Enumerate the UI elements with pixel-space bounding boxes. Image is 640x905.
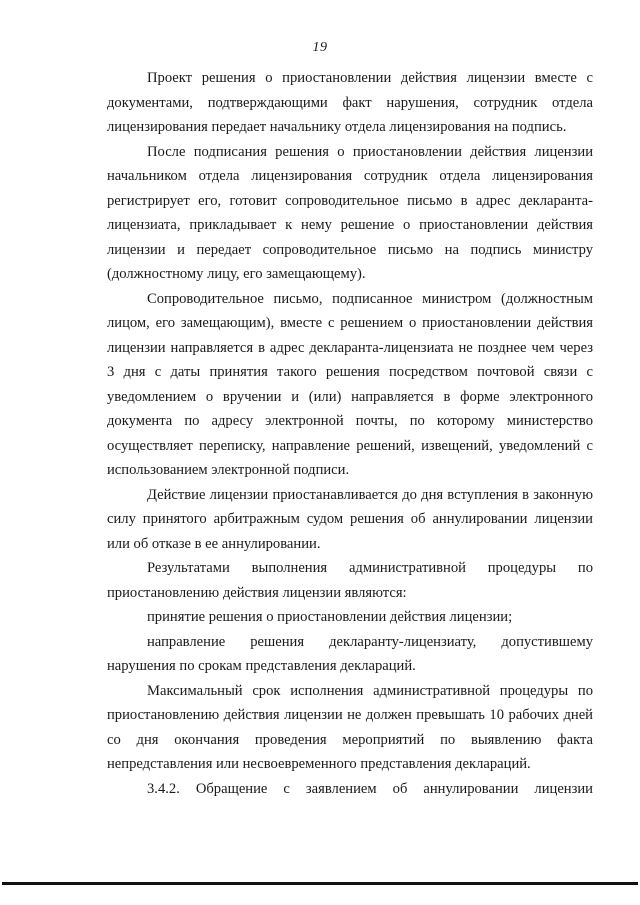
- paragraph-cover-letter-dispatch: Сопроводительное письмо, подписанное министром (должностным лицом, его замещающим), вместе с решением о приостановлении действия лицензии направляется в адрес декларанта-лицензиата не позднее чем через 3 дня с даты принятия такого решения посредством почтовой связи с уведомлением о вручении и (или) направляется в форме электронного документа по адресу электронной почты, по которому министерство осуществляет переписку, направление решений, извещений, уведомлений с использованием электронной подписи.: [107, 290, 593, 478]
- paragraph-registration-cover-letter: После подписания решения о приостановлении действия лицензии начальником отдела лицензирования сотрудник отдела лицензирования регистрирует его, готовит сопроводительное письмо в адрес декларанта-лицензиата, прикладывает к нему решение о приостановлении действия лицензии и передает сопроводительное письмо на подпись министру (должностному лицу, его замещающему).: [107, 143, 593, 282]
- paragraph-draft-decision-signing: Проект решения о приостановлении действия лицензии вместе с документами, подтверждающими факт нарушения, сотрудник отдела лицензирования передает начальнику отдела лицензирования на подпись.: [107, 70, 593, 135]
- paragraph-result-decision: принятие решения о приостановлении действия лицензии;: [147, 609, 513, 625]
- paragraph-suspension-duration: Действие лицензии приостанавливается до дня вступления в законную силу принятого арбитражным судом решения об аннулировании лицензии или об отказе в ее аннулировании.: [107, 486, 593, 552]
- paragraph-result-sending: направление решения декларанту-лицензиату, допустившему нарушения по срокам представления деклараций.: [107, 633, 593, 674]
- bottom-divider: [2, 882, 638, 885]
- paragraph-results-intro: Результатами выполнения административной процедуры по приостановлению действия лицензии являются:: [107, 560, 593, 601]
- section-heading-3-4-2: 3.4.2. Обращение с заявлением об аннулировании лицензии: [147, 780, 593, 797]
- page-number: 19: [312, 40, 328, 55]
- document-body: [107, 66, 593, 801]
- paragraph-max-duration: Максимальный срок исполнения административной процедуры по приостановлению действия лицензии не должен превышать 10 рабочих дней со дня окончания проведения мероприятий по выявлению факта непредставления или несвоевременного представления деклараций.: [107, 682, 593, 772]
